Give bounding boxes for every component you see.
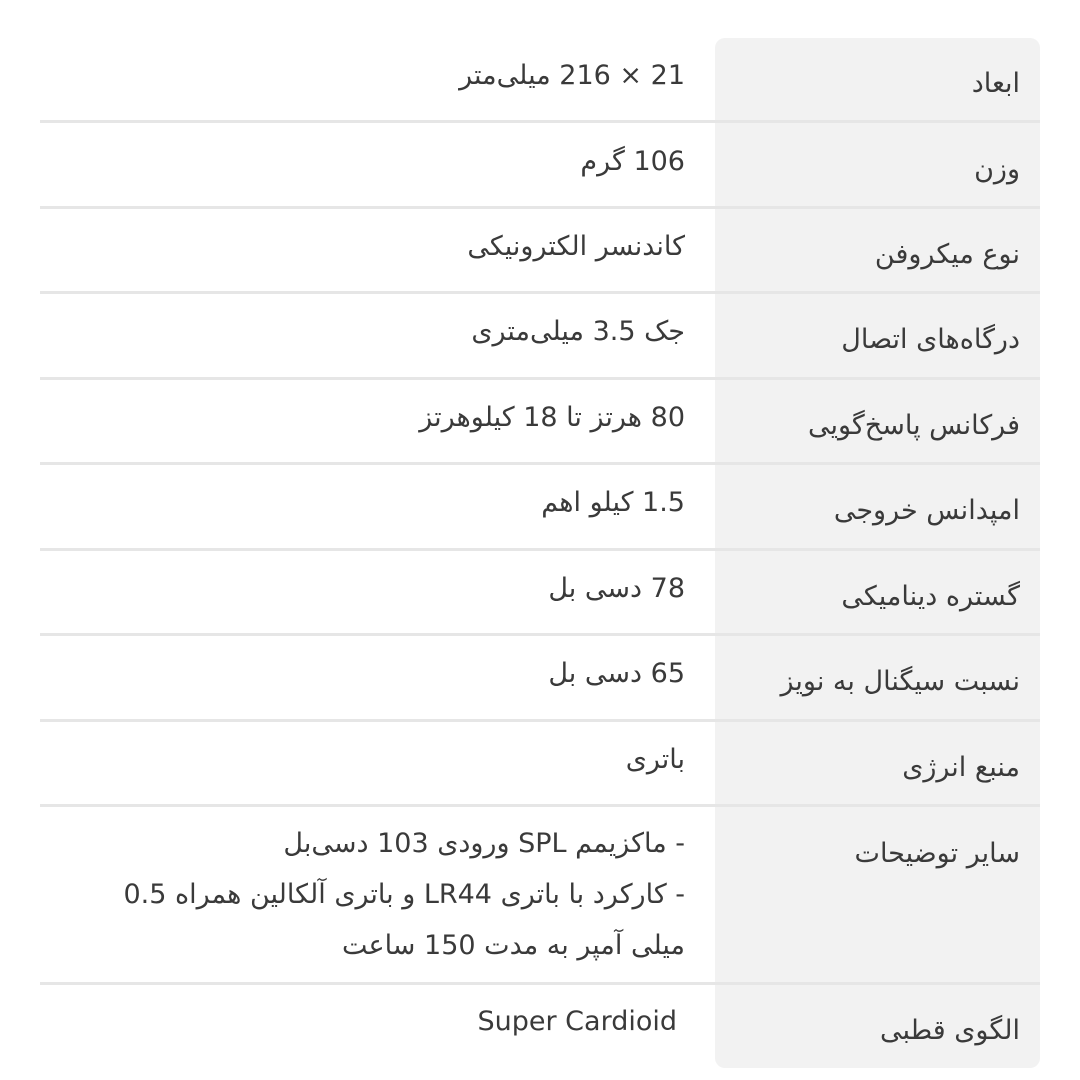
- spec-value: 65 دسی بل: [548, 658, 685, 689]
- spec-value: 106 گرم: [580, 146, 685, 177]
- row-divider: [40, 377, 1040, 380]
- row-divider: [40, 548, 1040, 551]
- spec-label: نوع میکروفن: [874, 239, 1020, 270]
- spec-label: نسبت سیگنال به نویز: [780, 666, 1020, 697]
- spec-row-dynamic-range: [40, 573, 1040, 612]
- row-divider: [40, 462, 1040, 465]
- spec-label: ابعاد: [971, 68, 1020, 99]
- spec-label: درگاه‌های اتصال: [841, 324, 1020, 355]
- spec-label: گستره دینامیکی: [841, 581, 1020, 612]
- row-divider: [40, 291, 1040, 294]
- row-divider: [40, 719, 1040, 722]
- note-line: میلی آمپر به مدت 150 ساعت: [341, 930, 685, 961]
- spec-row-impedance: [40, 487, 1040, 526]
- spec-value: باتری: [625, 744, 685, 775]
- spec-row-other-notes: [40, 818, 1040, 971]
- spec-value: جک 3.5 میلی‌متری: [471, 316, 685, 347]
- spec-row-mic-type: [40, 231, 1040, 270]
- spec-row-power-source: [40, 744, 1040, 783]
- spec-label: امپدانس خروجی: [833, 495, 1020, 526]
- spec-value: 80 هرتز تا 18 کیلوهرتز: [419, 402, 685, 433]
- spec-value: 1.5 کیلو اهم: [541, 487, 685, 518]
- row-divider: [40, 982, 1040, 985]
- spec-row-dimensions: [40, 60, 1040, 99]
- spec-row-weight: [40, 146, 1040, 185]
- row-divider: [40, 120, 1040, 123]
- spec-label: سایر توضیحات: [854, 838, 1020, 869]
- row-divider: [40, 206, 1040, 209]
- spec-row-frequency: [40, 402, 1040, 441]
- spec-label: الگوی قطبی: [879, 1015, 1020, 1046]
- spec-row-ports: [40, 316, 1040, 355]
- spec-label: منبع انرژی: [902, 752, 1020, 783]
- row-divider: [40, 633, 1040, 636]
- spec-value-lines: [40, 818, 715, 971]
- note-line: - ماکزیمم SPL ورودی 103 دسی‌بل: [283, 828, 685, 859]
- spec-label: فرکانس پاسخ‌گویی: [807, 410, 1020, 441]
- spec-label: وزن: [974, 154, 1020, 185]
- spec-row-snr: [40, 658, 1040, 697]
- spec-value: 78 دسی بل: [548, 573, 685, 604]
- note-line: - کارکرد با باتری LR44 و باتری آلکالین همراه 0.5: [123, 879, 685, 910]
- spec-value: کاندنسر الکترونیکی: [467, 231, 685, 262]
- spec-value: Super Cardioid: [477, 1006, 677, 1037]
- specs-table: [40, 38, 1040, 1068]
- spec-row-polar-pattern: [40, 1006, 1040, 1046]
- spec-value: 21 × 216 میلی‌متر: [459, 60, 685, 91]
- row-divider: [40, 804, 1040, 807]
